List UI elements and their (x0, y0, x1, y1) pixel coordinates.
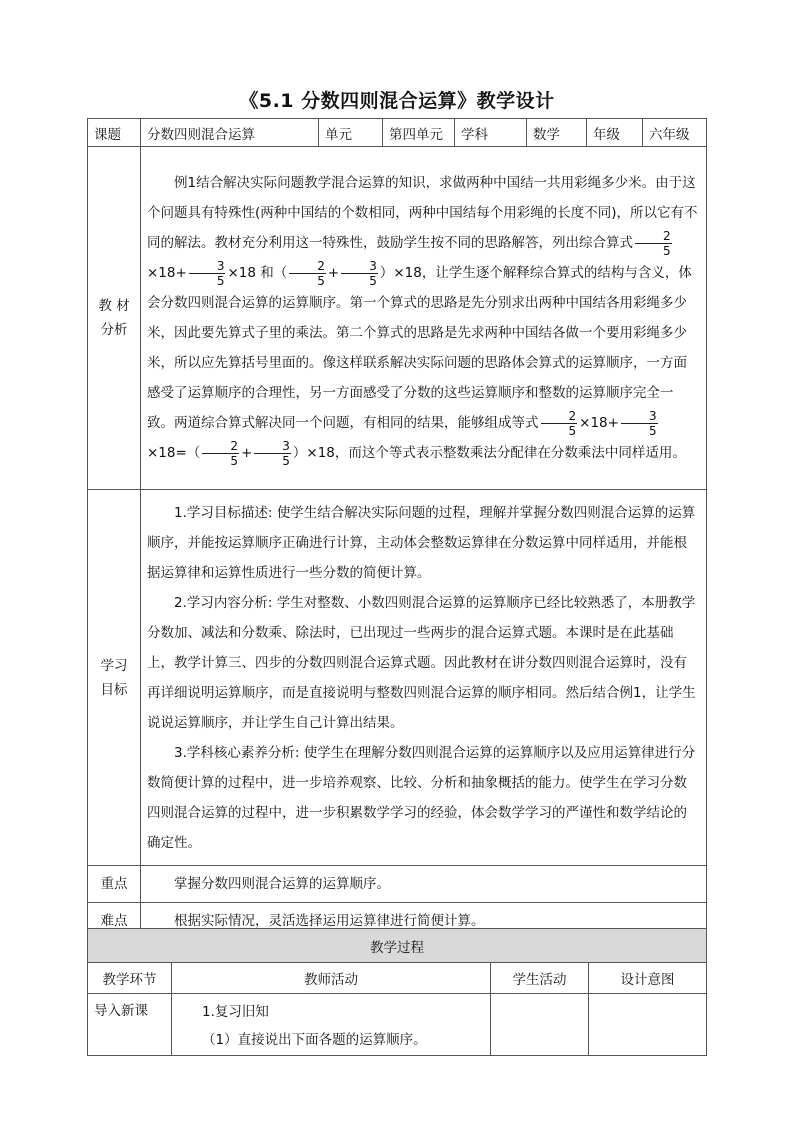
difficulty-label: 难点 (88, 903, 141, 940)
difficulty-text: 根据实际情况，灵活选择运用运算律进行简便计算。 (174, 913, 485, 929)
unit-value: 第四单元 (383, 119, 455, 147)
material-label: 教 材 分析 (88, 147, 141, 490)
teacher-activity-line: 1.复习旧知 (202, 1004, 269, 1020)
document-title: 《5.1 分数四则混合运算》教学设计 (239, 90, 555, 112)
teacher-activity-cell (172, 994, 491, 1056)
fraction: $\frac{3}{5}$ (254, 439, 291, 468)
col-student: 学生活动 (491, 963, 589, 994)
core-literacy-analysis: 3.学科核心素养分析: 使学生在理解分数四则混合运算的运算顺序以及应用运算律进行分数简便计算的过程中，进一步培养观察、比较、分析和抽象概括的能力。使学生在学习分数四则混合运算的过程中，进一步积累数学学习的经验，体会数学学习的严谨性和数学结论的确定性。 (147, 744, 696, 851)
fraction: $\frac{3}{5}$ (341, 259, 378, 288)
goal-description: 1.学习目标描述: 使学生结合解决实际问题的过程，理解并掌握分数四则混合运算的运算顺序，并能按运算顺序正确进行计算，主动体会整数运算律在分数运算中同样适用，并能根据运算律和运算性质进行一些分数的简便计算。 (147, 504, 696, 581)
goals-label: 学习 目标 (88, 490, 141, 866)
fraction: $\frac{2}{5}$ (541, 409, 578, 438)
discipline-value: 数学 (527, 119, 587, 147)
subject-label: 课题 (88, 119, 141, 147)
meta-table (87, 118, 707, 147)
col-teacher: 教师活动 (172, 963, 491, 994)
process-header: 教学过程 (88, 929, 707, 963)
unit-label: 单元 (319, 119, 383, 147)
key-point-cell (141, 866, 707, 903)
discipline-label: 学科 (455, 119, 527, 147)
student-activity-cell (491, 994, 589, 1056)
key-point-label: 重点 (88, 866, 141, 903)
content-table (87, 146, 707, 940)
content-analysis: 2.学习内容分析: 学生对整数、小数四则混合运算的运算顺序已经比较熟悉了，本册教学分数加、减法和分数乘、除法时，已出现过一些两步的混合运算式题。本课时是在此基础上，教学计算三、四步的分数四则混合运算式题。因此教材在讲分数四则混合运算时，没有再详细说明运算顺序，而是直接说明与整数四则混合运算的顺序相同。然后结合例1，让学生说说运算顺序，并让学生自己计算出结果。 (147, 594, 696, 731)
fraction: $\frac{3}{5}$ (621, 409, 658, 438)
design-intent-cell (589, 994, 707, 1056)
fraction: $\frac{3}{5}$ (189, 259, 226, 288)
col-intent: 设计意图 (589, 963, 707, 994)
goals-cell (141, 490, 707, 866)
fraction: $\frac{2}{5}$ (202, 439, 239, 468)
key-point-text: 掌握分数四则混合运算的运算顺序。 (174, 876, 390, 892)
fraction: $\frac{2}{5}$ (635, 229, 672, 258)
fraction: $\frac{2}{5}$ (289, 259, 326, 288)
grade-value: 六年级 (643, 119, 707, 147)
material-analysis-text: 例1结合解决实际问题教学混合运算的知识，求做两种中国结一共用彩绳多少米。由于这个问题具有特殊性(两种中国结的个数相同，两种中国结每个用彩绳的长度不同)，所以它有不同的解法。教材充分利用这一特殊性，鼓励学生按不同的思路解答，列出综合算式 $\frac{2}{5}$ ×18+ $\frac{3}{5}$ ×18 和（ $\frac{2}{5}$ + $\frac{3}{5}$ ）×18，让学生逐个解释综合算式的结构与含义，体会分数四则混合运算的运算顺序。第一个算式的思路是先分别求出两种中国结各用彩绳多少米，因此要先算式子里的乘法。第二个算式的思路是先求两种中国结各做一个要用彩绳多少米，所以应先算括号里面的。像这样联系解决实际问题的思路体会算式的运算顺序，一方面感受了运算顺序的合理性，另一方面感受了分数的这些运算顺序和整数的运算顺序完全一致。两道综合算式解决同一个问题，有相同的结果，能够组成等式 $\frac{2}{5}$ ×18+ $\frac{3}{5}$ ×18=（ $\frac{2}{5}$ + $\frac{3}{5}$ ）×18，而这个等式表示整数乘法分配律在分数乘法中同样适用。 (147, 175, 698, 468)
material-analysis-cell (141, 147, 707, 490)
teacher-activity-line: （1）直接说出下面各题的运算顺序。 (202, 1032, 427, 1048)
subject-value: 分数四则混合运算 (141, 119, 319, 147)
col-stage: 教学环节 (88, 963, 172, 994)
grade-label: 年级 (587, 119, 643, 147)
stage-cell: 导入新课 (88, 994, 172, 1056)
teaching-process-table (87, 928, 707, 1056)
